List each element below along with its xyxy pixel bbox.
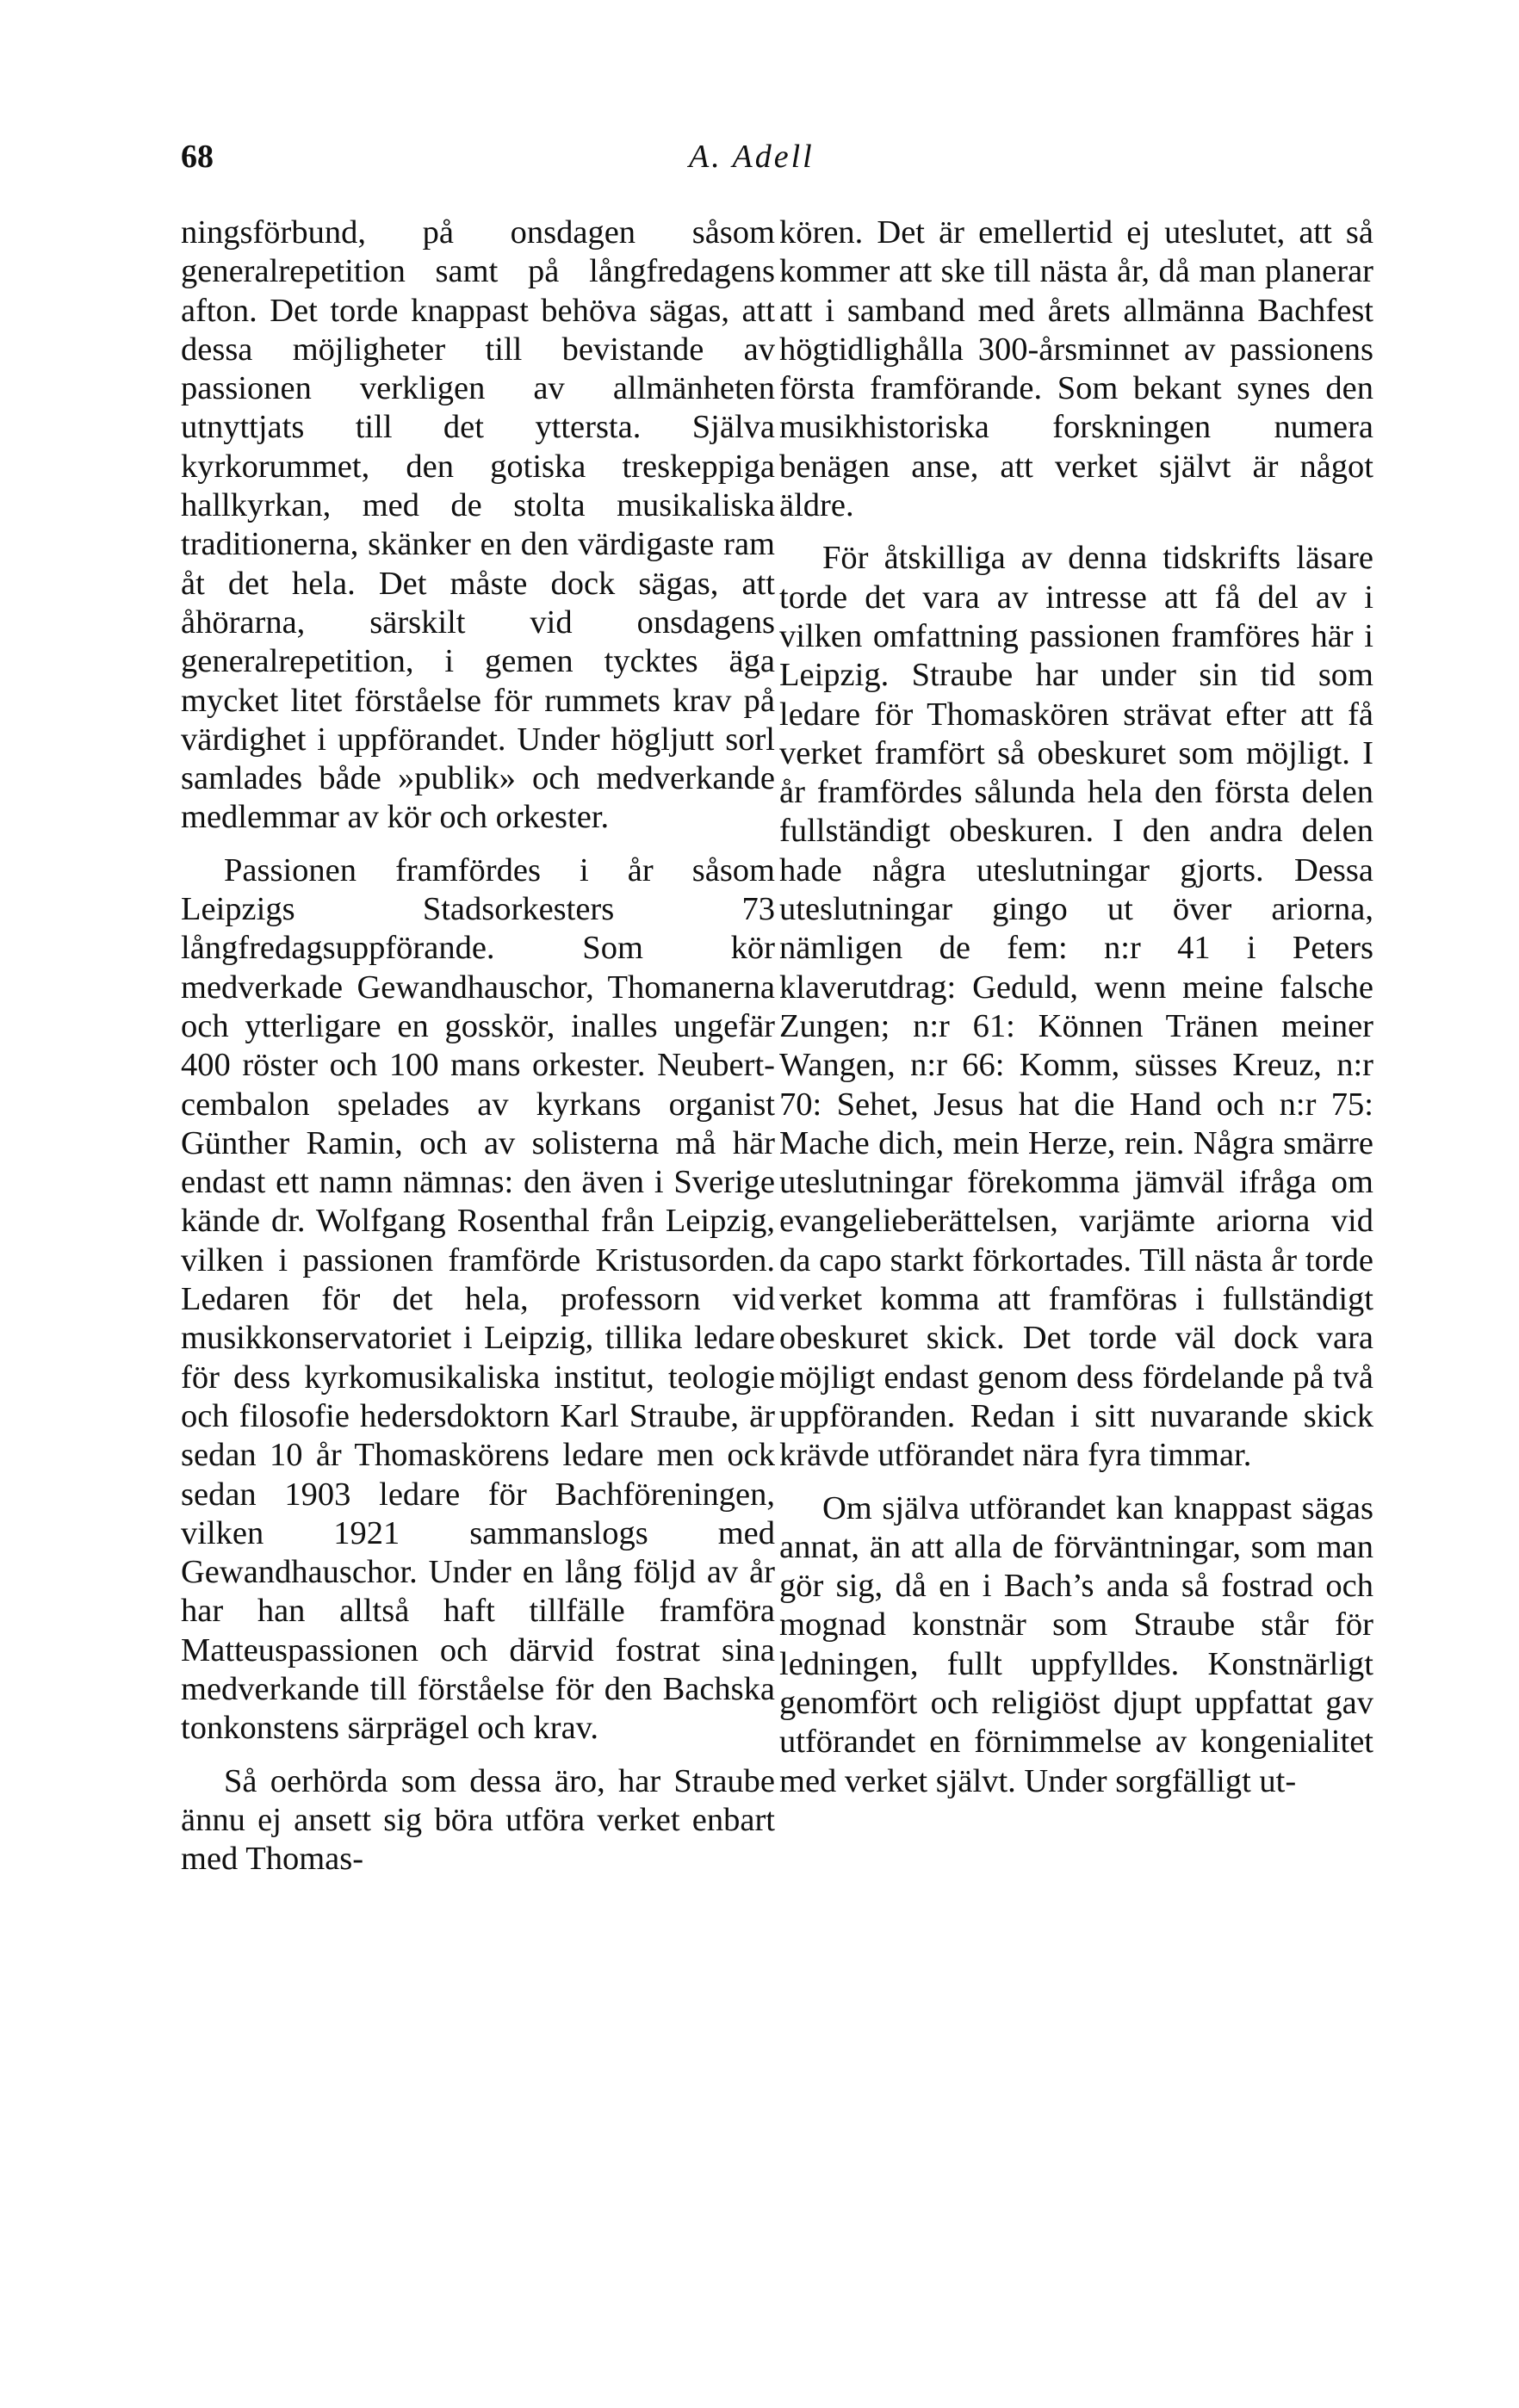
left-paragraph-2: Passionen framfördes i år såsom Leipzigs Stadsorkesters 73 långfredagsuppförande. Som kör medverkade Gewandhauschor, Thomanerna och ytterligare en gosskör, inalles ungefär 400 röster och 100 mans orkester. Neubert-cembalon spelades av kyrkans organist Günther Ramin, och av solisterna må här endast ett namn nämnas: den även i Sverige kände dr. Wolfgang Rosenthal från Leipzig, vilken i passionen framförde Kristusorden. Ledaren för det hela, professorn vid musikkonservatoriet i Leipzig, tillika ledare för dess kyrkomusikaliska institut, teologie och filosofie hedersdoktorn Karl Straube, är sedan 10 år Thomaskörens ledare men ock sedan 1903 ledare för Bachföreningen, vilken 1921 sammanslogs med Gewandhauschor. Under en lång följd av år har han alltså haft tillfälle framföra Matteuspassionen och därvid fostrat sina medverkande till förståelse för den Bachska tonkonstens särprägel och krav. (181, 851, 775, 1747)
right-column (779, 214, 1373, 1801)
running-title: A. Adell (689, 139, 815, 175)
right-paragraph-1: kören. Det är emellertid ej uteslutet, att så kommer att ske till nästa år, då man planerar att i samband med årets allmänna Bachfest högtidlighålla 300-årsminnet av passionens första framförande. Som bekant synes den musikhistoriska forskningen numera benägen anse, att verket självt är något äldre. (779, 214, 1373, 524)
page-number: 68 (181, 139, 214, 175)
left-paragraph-3: Så oerhörda som dessa äro, har Straube ännu ej ansett sig böra utföra verket enbart med Thomas- (181, 1762, 775, 1878)
right-paragraph-2: För åtskilliga av denna tidskrifts läsare torde det vara av intresse att få del av i vilken omfattning passionen framföres här i Leipzig. Straube har under sin tid som ledare för Thomaskören strävat efter att få verket framfört så obeskuret som möjligt. I år framfördes sålunda hela den första delen fullständigt obeskuren. I den andra delen hade några uteslutningar gjorts. Dessa uteslutningar gingo ut över ariorna, nämligen de fem: n:r 41 i Peters klaverutdrag: Geduld, wenn meine falsche Zungen; n:r 61: Können Tränen meiner Wangen, n:r 66: Komm, süsses Kreuz, n:r 70: Sehet, Jesus hat die Hand och n:r 75: Mache dich, mein Herze, rein. Några smärre uteslutningar förekomma jämväl ifråga om evangelieberättelsen, varjämte ariorna vid da capo starkt förkortades. Till nästa år torde verket komma att framföras i fullständigt obeskuret skick. Det torde väl dock vara möjligt endast genom dess fördelande på två uppföranden. Redan i sitt nuvarande skick krävde utförandet nära fyra timmar. (779, 540, 1373, 1474)
left-paragraph-1: ningsförbund, på onsdagen såsom generalrepetition samt på långfredagens afton. Det torde knappast behöva sägas, att dessa möjligheter till bevistande av passionen verkligen av allmänheten utnyttjats till det yttersta. Själva kyrkorummet, den gotiska treskeppiga hallkyrkan, med de stolta musikaliska traditionerna, skänker en den värdigaste ram åt det hela. Det måste dock sägas, att åhörarna, särskilt vid onsdagens generalrepetition, i gemen tycktes äga mycket litet förståelse för rummets krav på värdighet i uppförandet. Under högljutt sorl samlades både »publik» och medverkande medlemmar av kör och orkester. (181, 214, 775, 836)
left-column (181, 214, 775, 1879)
right-paragraph-3: Om själva utförandet kan knappast sägas annat, än att alla de förväntningar, som man gör sig, då en i Bach’s anda så fostrad och mognad konstnär som Straube står för ledningen, fullt uppfylldes. Konstnärligt genomfört och religiöst djupt uppfattat gav utförandet en förnimmelse av kongenialitet med verket självt. Under sorgfälligt ut- (779, 1489, 1373, 1799)
